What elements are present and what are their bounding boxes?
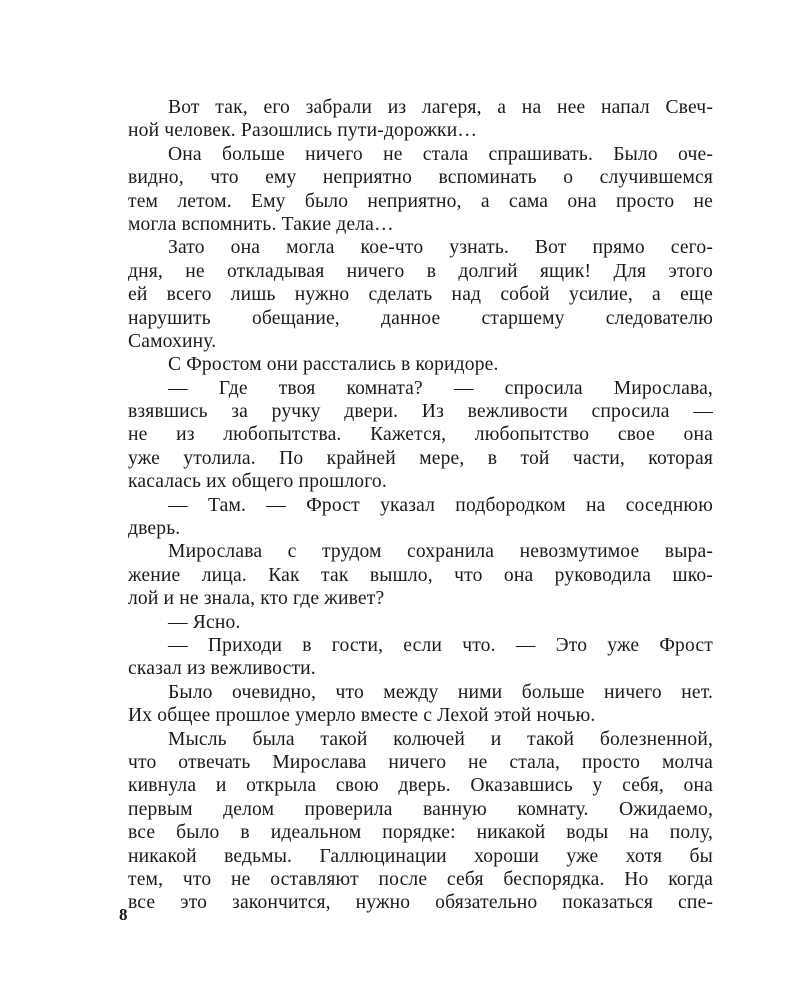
text-line: никакой ведьмы. Галлюцинации хороши уже хотя бы <box>128 845 713 867</box>
text-line: — Там. — Фрост указал подбородком на соседнюю <box>168 494 713 516</box>
text-line: ной человек. Разошлись пути-дорожки… <box>128 120 478 142</box>
text-line: сказал из вежливости. <box>128 658 316 680</box>
text-line: все было в идеальном порядке: никакой воды на полу, <box>128 822 713 844</box>
text-line: кивнула и открыла свою дверь. Оказавшись у себя, она <box>128 775 713 797</box>
text-line: жение лица. Как так вышло, что она руководила шко- <box>128 564 713 586</box>
page-number: 8 <box>119 905 128 924</box>
text-line: Было очевидно, что между ними больше ничего нет. <box>168 681 713 703</box>
text-line: лой и не знала, кто где живет? <box>128 588 385 610</box>
text-line: уже утолила. По крайней мере, в той части, которая <box>128 447 713 469</box>
text-line: Вот так, его забрали из лагеря, а на нее напал Свеч- <box>168 97 713 118</box>
text-line: ей всего лишь нужно сделать над собой усилие, а еще <box>128 284 713 306</box>
text-line: могла вспомнить. Такие дела… <box>128 213 394 235</box>
text-line: С Фростом они расстались в коридоре. <box>168 354 499 376</box>
text-line: что отвечать Мирослава ничего не стала, просто молча <box>128 751 713 773</box>
text-line: касалась их общего прошлого. <box>128 471 387 493</box>
text-line: все это закончится, нужно обязательно показаться спе- <box>128 892 713 914</box>
text-line: Мирослава с трудом сохранила невозмутимое выра- <box>168 541 713 563</box>
text-line: тем, что не оставляют после себя беспорядка. Но когда <box>128 868 713 890</box>
text-line: Мысль была такой колючей и такой болезненной, <box>168 728 713 750</box>
body-text <box>128 96 713 915</box>
text-line: Самохину. <box>128 330 217 352</box>
text-line: — Приходи в гости, если что. — Это уже Фрост <box>168 634 713 656</box>
text-line: Зато она могла кое-что узнать. Вот прямо сего- <box>168 237 713 259</box>
text-line: дня, не откладывая ничего в долгий ящик! Для этого <box>128 260 713 282</box>
text-line: дверь. <box>128 518 181 540</box>
text-line: Их общее прошлое умерло вместе с Лехой этой ночью. <box>128 705 596 727</box>
text-line: тем летом. Ему было неприятно, а сама она просто не <box>128 190 713 212</box>
text-line: Она больше ничего не стала спрашивать. Было оче- <box>168 143 713 165</box>
text-line: взявшись за ручку двери. Из вежливости спросила — <box>128 401 713 423</box>
text-line: нарушить обещание, данное старшему следователю <box>128 307 713 329</box>
text-line: — Ясно. <box>168 611 241 633</box>
text-line: первым делом проверила ванную комнату. Ожидаемо, <box>128 798 713 820</box>
text-line: видно, что ему неприятно вспоминать о случившемся <box>128 167 713 189</box>
text-line: не из любопытства. Кажется, любопытство свое она <box>128 424 713 446</box>
text-line: — Где твоя комната? — спросила Мирослава, <box>168 377 713 399</box>
